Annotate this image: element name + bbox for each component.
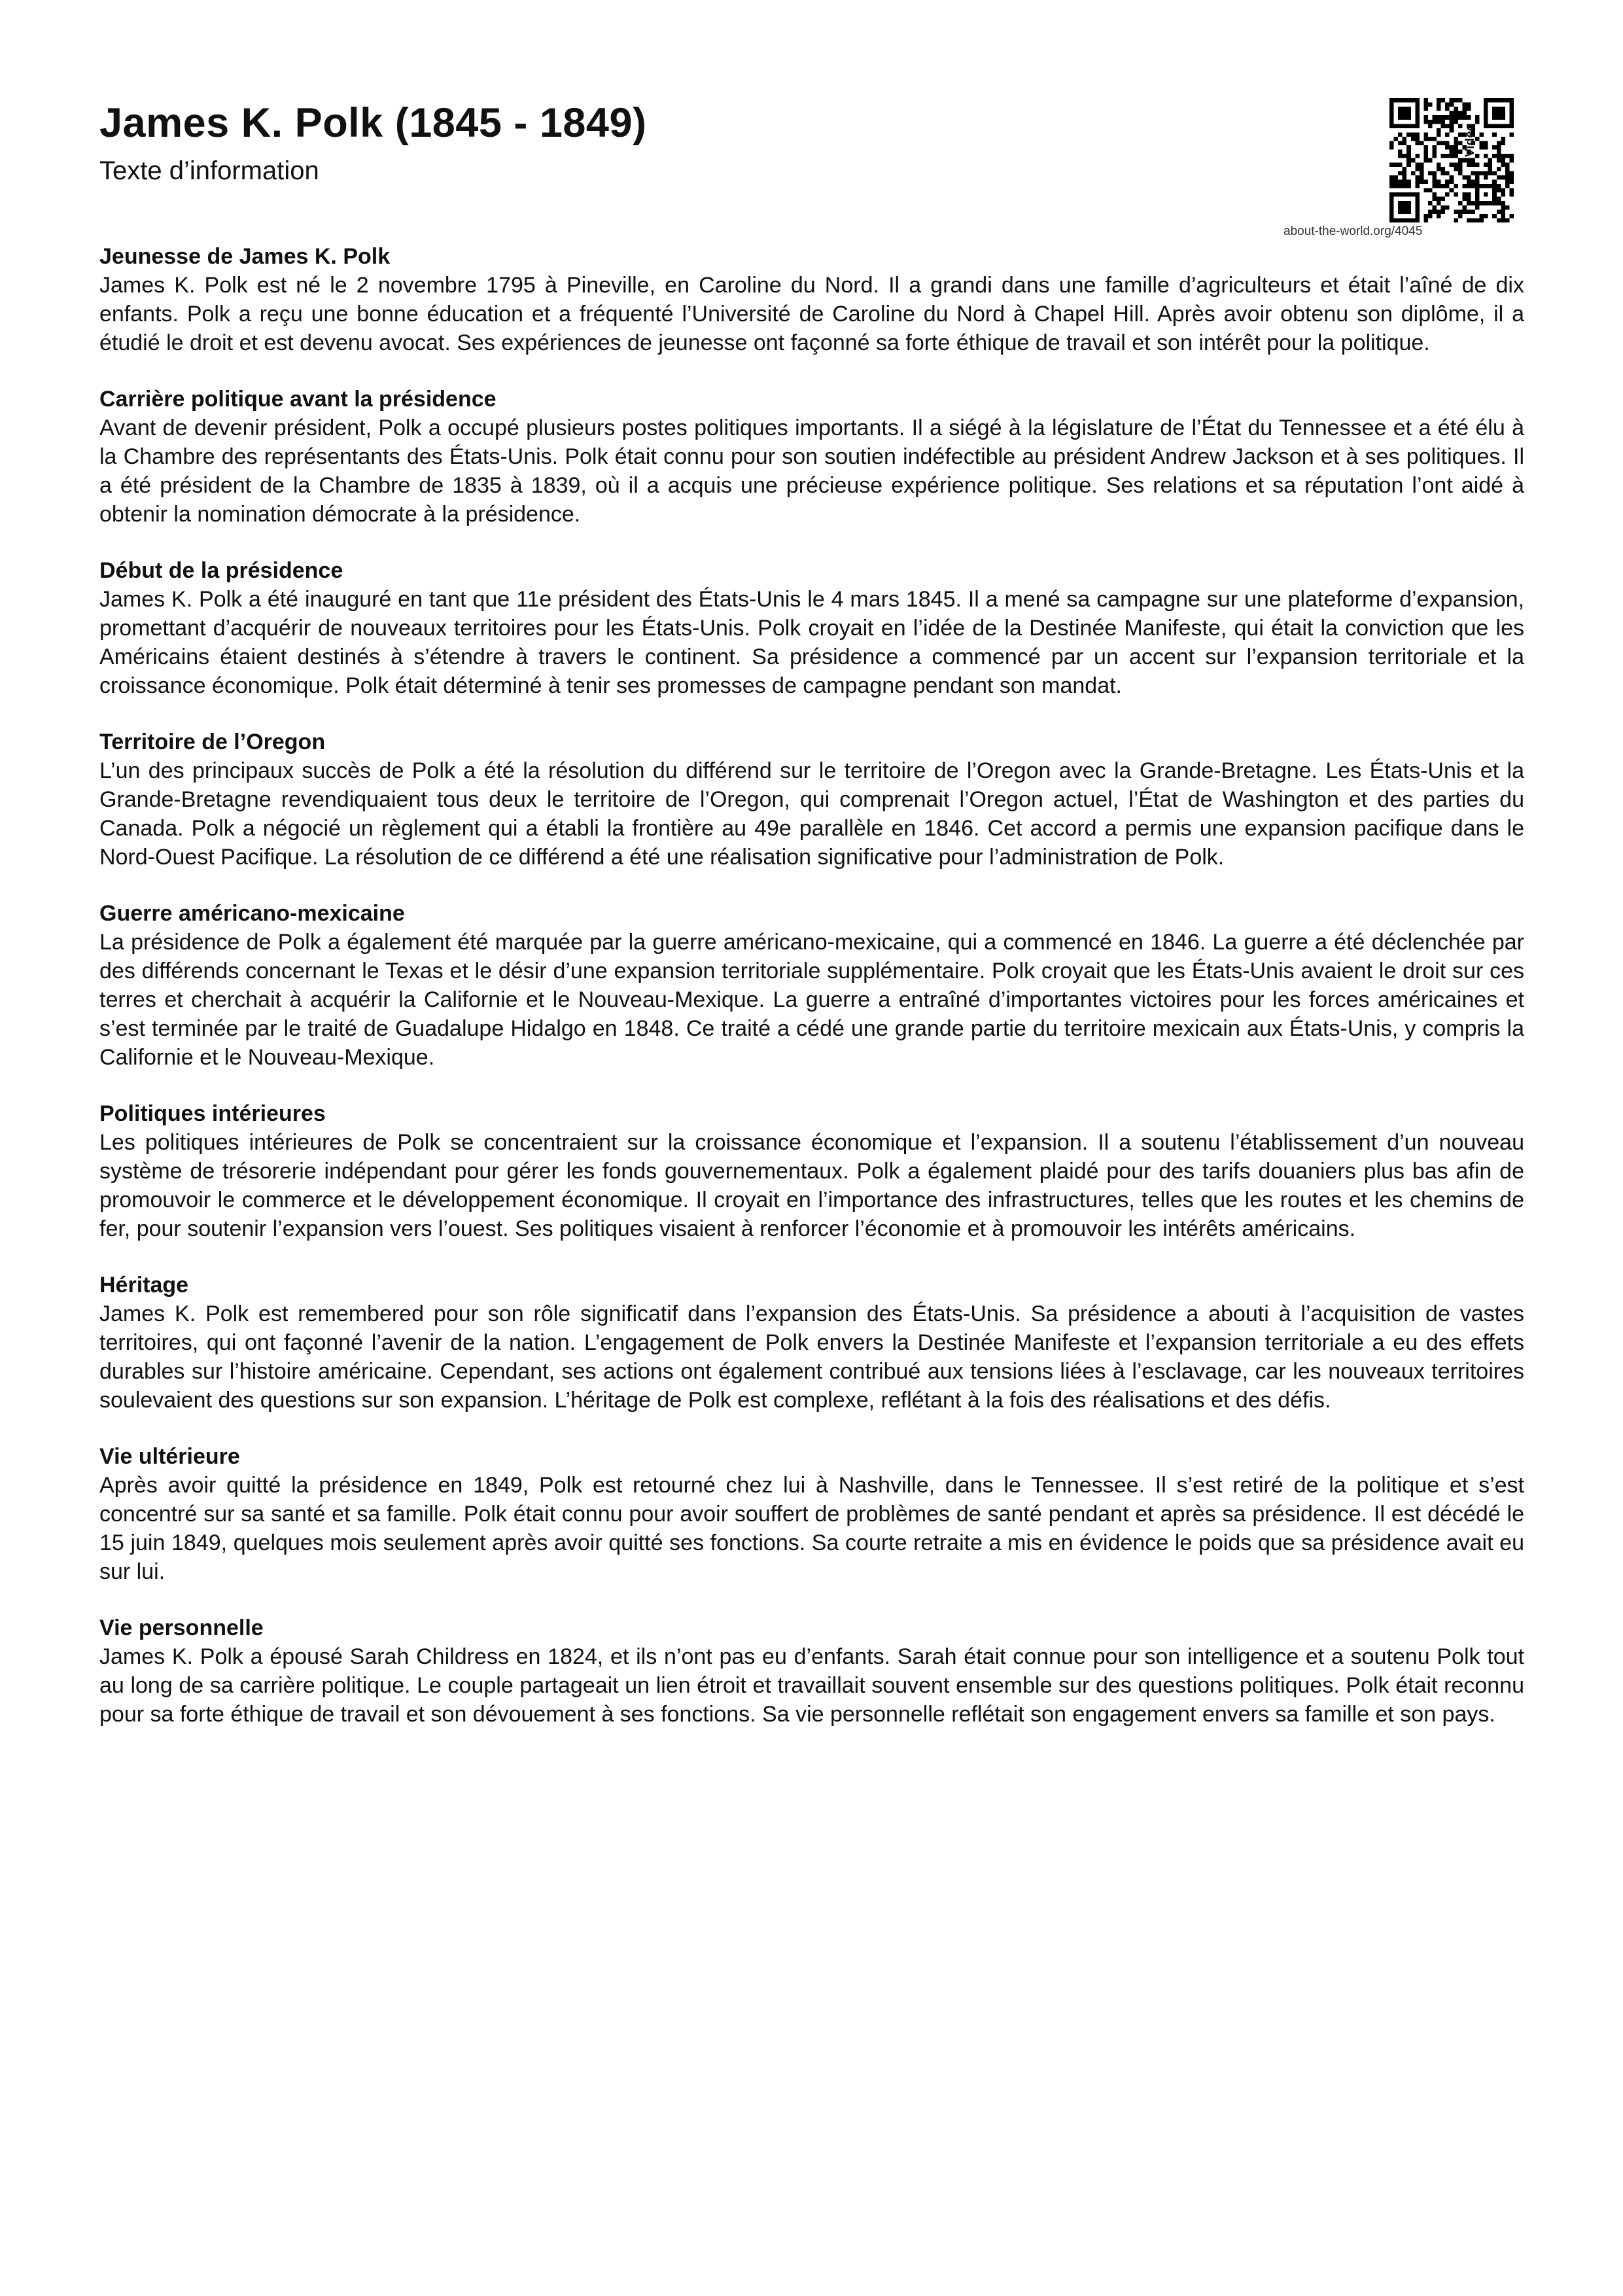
section-heading: Guerre américano-mexicaine	[99, 901, 405, 926]
section-heading: Carrière politique avant la présidence	[99, 387, 497, 412]
section-heading: Territoire de l’Oregon	[99, 730, 326, 754]
section-vie-ulterieure	[99, 1442, 1524, 1586]
section-debut-presidence	[99, 556, 1524, 700]
video-label: Vidéo	[1463, 123, 1477, 157]
section-heading: Début de la présidence	[99, 558, 343, 583]
section-oregon	[99, 728, 1524, 872]
section-body: La présidence de Polk a également été marquée par la guerre américano-mexicaine, qui a commencé en 1846. La guerre a été déclenchée par des différends concernant le Texas et le désir d’une expansion territoriale supplémentaire. Polk croyait que les États-Unis avaient le droit sur ces terres et cherchait à acquérir la Californie et le Nouveau-Mexique. La guerre a entraîné d’importantes victoires pour les forces américaines et s’est terminée par le traité de Guadalupe Hidalgo en 1848. Ce traité a cédé une grande partie du territoire mexicain aux États-Unis, y compris la Californie et le Nouveau-Mexique.	[99, 930, 1524, 1070]
document-header	[99, 98, 1212, 187]
page-title: James K. Polk (1845 - 1849)	[99, 100, 647, 146]
section-heading: Vie ultérieure	[99, 1444, 240, 1469]
section-body: Les politiques intérieures de Polk se concentraient sur la croissance économique et l’expansion. Il a soutenu l’établissement d’un nouveau système de trésorerie indépendant pour gérer les fonds gouvernementaux. Polk a également plaidé pour des tarifs douaniers plus bas afin de promouvoir le commerce et le développement économique. Il croyait en l’importance des infrastructures, telles que les routes et les chemins de fer, pour soutenir l’expansion vers l’ouest. Ses politiques visaient à renforcer l’économie et à promouvoir les intérêts américains.	[99, 1130, 1524, 1241]
section-heritage	[99, 1271, 1524, 1415]
section-heading: Héritage	[99, 1273, 189, 1298]
section-body: L’un des principaux succès de Polk a été la résolution du différend sur le territoire de l’Oregon avec la Grande-Bretagne. Les États-Unis et la Grande-Bretagne revendiquaient tous deux le territoire de l’Oregon, qui comprenait l’Oregon actuel, l’État de Washington et des parties du Canada. Polk a négocié un règlement qui a établi la frontière au 49e parallèle en 1846. Cet accord a permis une expansion pacifique dans le Nord-Ouest Pacifique. La résolution de ce différend a été une réalisation significative pour l’administration de Polk.	[99, 758, 1524, 870]
section-jeunesse	[99, 242, 1524, 357]
document-content	[99, 242, 1524, 1756]
document-page	[99, 0, 1524, 2296]
section-heading: Jeunesse de James K. Polk	[99, 244, 391, 269]
section-body: Avant de devenir président, Polk a occupé plusieurs postes politiques importants. Il a siégé à la législature de l’État du Tennessee et a été élu à la Chambre des représentants des États-Unis. Polk était connu pour son soutien indéfectible au président Andrew Jackson et à ses politiques. Il a été président de la Chambre de 1835 à 1839, où il a acquis une précieuse expérience politique. Ses relations et sa réputation l’ont aidé à obtenir la nomination démocrate à la présidence.	[99, 415, 1524, 527]
section-body: James K. Polk est remembered pour son rôle significatif dans l’expansion des États-Unis. Sa présidence a abouti à l’acquisition de vastes territoires, qui ont façonné l’avenir de la nation. L’engagement de Polk envers la Destinée Manifeste et l’expansion territoriale a eu des effets durables sur l’histoire américaine. Cependant, ses actions ont également contribué aux tensions liées à l’esclavage, car les nouveaux territoires soulevaient des questions sur son expansion. L’héritage de Polk est complexe, reflétant à la fois des réalisations et des défis.	[99, 1301, 1524, 1413]
section-politiques	[99, 1099, 1524, 1243]
section-heading: Politiques intérieures	[99, 1101, 326, 1126]
section-carriere	[99, 385, 1524, 529]
qr-code-icon[interactable]	[1389, 98, 1514, 222]
qr-block	[1283, 92, 1447, 242]
section-vie-personnelle	[99, 1614, 1524, 1729]
section-guerre	[99, 899, 1524, 1072]
section-body: Après avoir quitté la présidence en 1849, Polk est retourné chez lui à Nashville, dans le Tennessee. Il s’est retiré de la politique et s’est concentré sur sa santé et sa famille. Polk était connu pour avoir souffert de problèmes de santé pendant et après sa présidence. Il est décédé le 15 juin 1849, quelques mois seulement après avoir quitté ses fonctions. Sa courte retraite a mis en évidence le poids que sa présidence avait eu sur lui.	[99, 1473, 1524, 1584]
section-body: James K. Polk est né le 2 novembre 1795 à Pineville, en Caroline du Nord. Il a grandi dans une famille d’agriculteurs et était l’aîné de dix enfants. Polk a reçu une bonne éducation et a fréquenté l’Université de Caroline du Nord à Chapel Hill. Après avoir obtenu son diplôme, il a étudié le droit et est devenu avocat. Ses expériences de jeunesse ont façonné sa forte éthique de travail et son intérêt pour la politique.	[99, 273, 1524, 355]
section-heading: Vie personnelle	[99, 1616, 264, 1640]
page-subtitle: Texte d’information	[99, 156, 319, 185]
section-body: James K. Polk a épousé Sarah Childress en 1824, et ils n’ont pas eu d’enfants. Sarah était connue pour son intelligence et a soutenu Polk tout au long de sa carrière politique. Le couple partageait un lien étroit et travaillait souvent ensemble sur des questions politiques. Polk était reconnu pour sa forte éthique de travail et son dévouement à ses fonctions. Sa vie personnelle reflétait son engagement envers sa famille et son pays.	[99, 1644, 1524, 1727]
section-body: James K. Polk a été inauguré en tant que 11e président des États-Unis le 4 mars 1845. Il a mené sa campagne sur une plateforme d’expansion, promettant d’acquérir de nouveaux territoires pour les États-Unis. Polk croyait en l’idée de la Destinée Manifeste, qui était la conviction que les Américains étaient destinés à s’étendre à travers le continent. Sa présidence a commencé par un accent sur l’expansion territoriale et la croissance économique. Polk était déterminé à tenir ses promesses de campagne pendant son mandat.	[99, 587, 1524, 698]
qr-url[interactable]: about-the-world.org/4045	[1283, 224, 1423, 238]
